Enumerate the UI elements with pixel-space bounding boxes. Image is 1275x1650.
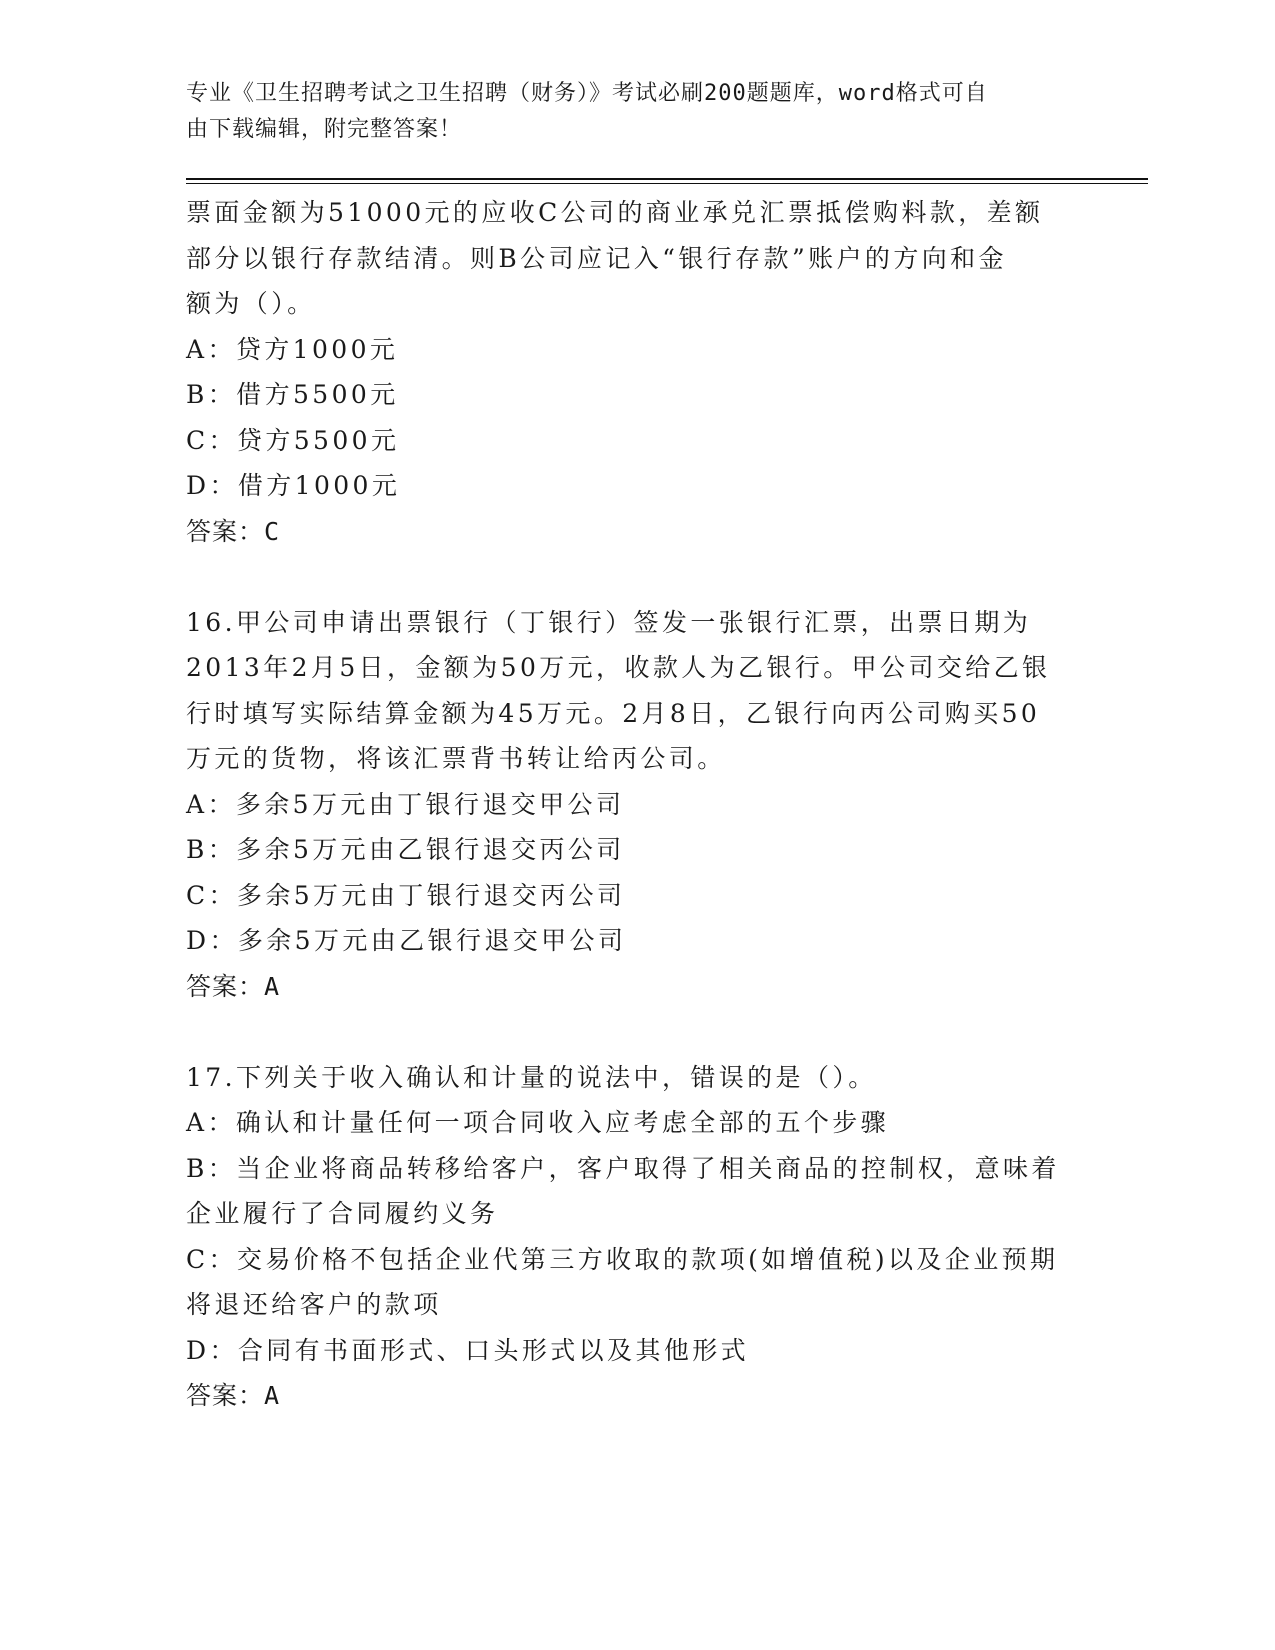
question-stem-line: 17.下列关于收入确认和计量的说法中，错误的是（）。 — [186, 1062, 877, 1092]
option-a: A：贷方1000元 — [186, 334, 399, 364]
option-c: C：贷方5500元 — [186, 425, 400, 455]
question-stem-line: 16.甲公司申请出票银行（丁银行）签发一张银行汇票，出票日期为 — [186, 607, 1032, 637]
question-content — [186, 190, 1066, 1419]
option-a: A：多余5万元由丁银行退交甲公司 — [186, 789, 625, 819]
option-d: D：多余5万元由乙银行退交甲公司 — [186, 926, 627, 955]
question-16 — [186, 600, 1066, 1010]
option-b: B：多余5万元由乙银行退交丙公司 — [186, 835, 625, 864]
document-header — [186, 76, 1066, 148]
answer-line: 答案：C — [186, 516, 281, 546]
option-c: C：交易价格不包括企业代第三方收取的款项(如增值税)以及企业预期 — [186, 1244, 1059, 1274]
question-stem-line: 行时填写实际结算金额为45万元。2月8日，乙银行向丙公司购买50 — [186, 698, 1041, 728]
answer-line: 答案：A — [186, 971, 281, 1001]
question-stem-line: 2013年2月5日，金额为50万元，收款人为乙银行。甲公司交给乙银 — [186, 653, 1051, 682]
question-stem-line: 票面金额为51000元的应收C公司的商业承兑汇票抵偿购料款，差额 — [186, 198, 1044, 227]
header-rule-thin — [186, 183, 1148, 184]
header-title-line-2: 由下载编辑，附完整答案！ — [186, 117, 463, 142]
answer-line: 答案：A — [186, 1381, 281, 1410]
option-b: B：借方5500元 — [186, 380, 399, 409]
question-17 — [186, 1055, 1066, 1419]
option-c: C：多余5万元由丁银行退交丙公司 — [186, 880, 626, 910]
question-stem-line: 万元的货物，将该汇票背书转让给丙公司。 — [186, 744, 726, 773]
spacer — [186, 554, 1066, 600]
question-stem-line: 部分以银行存款结清。则B公司应记入“银行存款”账户的方向和金 — [186, 243, 1007, 273]
option-b-continued: 企业履行了合同履约义务 — [186, 1199, 499, 1228]
header-title-line-1: 专业《卫生招聘考试之卫生招聘（财务）》考试必刷200题题库，word格式可自 — [186, 81, 988, 106]
spacer — [186, 1009, 1066, 1055]
question-15 — [186, 190, 1066, 554]
option-c-continued: 将退还给客户的款项 — [186, 1290, 442, 1319]
option-a: A：确认和计量任何一项合同收入应考虑全部的五个步骤 — [186, 1108, 890, 1137]
option-d: D：借方1000元 — [186, 471, 401, 500]
header-rule-thick — [186, 178, 1148, 180]
option-b: B：当企业将商品转移给客户，客户取得了相关商品的控制权，意味着 — [186, 1153, 1060, 1183]
question-stem-line: 额为（）。 — [186, 289, 316, 318]
option-d: D：合同有书面形式、口头形式以及其他形式 — [186, 1335, 750, 1365]
